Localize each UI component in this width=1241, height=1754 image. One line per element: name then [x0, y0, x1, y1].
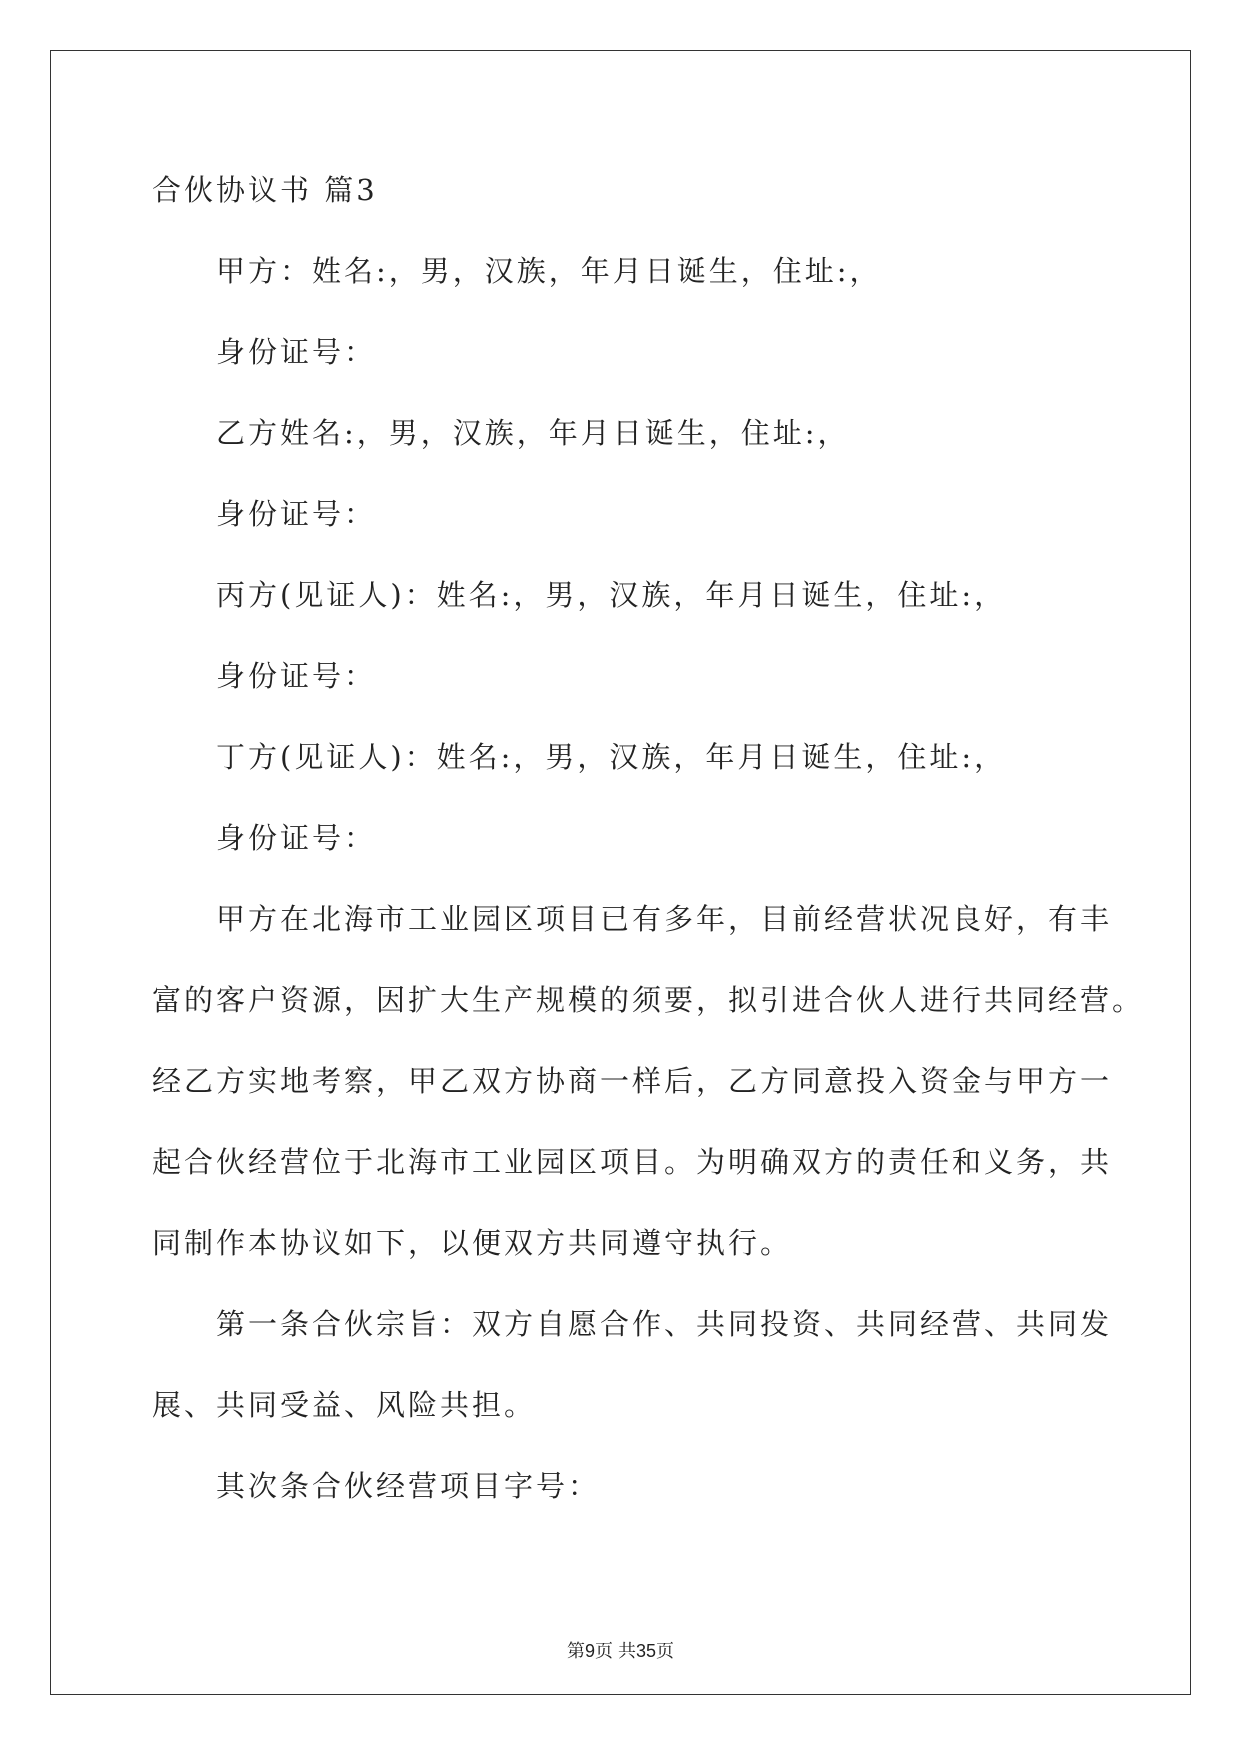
- paragraph-line: 同制作本协议如下，以便双方共同遵守执行。: [152, 1226, 793, 1260]
- party-a-id: 身份证号：: [216, 335, 377, 369]
- article-two-line: 其次条合伙经营项目字号：: [216, 1469, 601, 1503]
- party-c-id: 身份证号：: [216, 659, 377, 693]
- paragraph-line: 甲方在北海市工业园区项目已有多年，目前经营状况良好，有丰: [216, 902, 1113, 936]
- paragraph-line: 起合伙经营位于北海市工业园区项目。为明确双方的责任和义务，共: [152, 1145, 1113, 1179]
- party-b-info: 乙方姓名:，男，汉族，年月日诞生，住址:，: [216, 416, 850, 450]
- article-one-line: 展、共同受益、风险共担。: [152, 1388, 537, 1422]
- paragraph-line: 经乙方实地考察，甲乙双方协商一样后，乙方同意投入资金与甲方一: [152, 1064, 1113, 1098]
- party-d-info: 丁方(见证人)：姓名:，男，汉族，年月日诞生，住址:，: [216, 740, 1007, 774]
- party-c-info: 丙方(见证人)：姓名:，男，汉族，年月日诞生，住址:，: [216, 578, 1007, 612]
- party-d-id: 身份证号：: [216, 821, 377, 855]
- paragraph-line: 富的客户资源，因扩大生产规模的须要，拟引进合伙人进行共同经营。: [152, 983, 1145, 1017]
- document-title: 合伙协议书 篇3: [152, 173, 378, 207]
- party-a-info: 甲方：姓名:，男，汉族，年月日诞生，住址:，: [216, 254, 882, 288]
- article-one-line: 第一条合伙宗旨：双方自愿合作、共同投资、共同经营、共同发: [216, 1307, 1113, 1341]
- page-number: 第9页 共35页: [566, 1641, 675, 1661]
- party-b-id: 身份证号：: [216, 497, 377, 531]
- page-border: [50, 50, 1191, 1695]
